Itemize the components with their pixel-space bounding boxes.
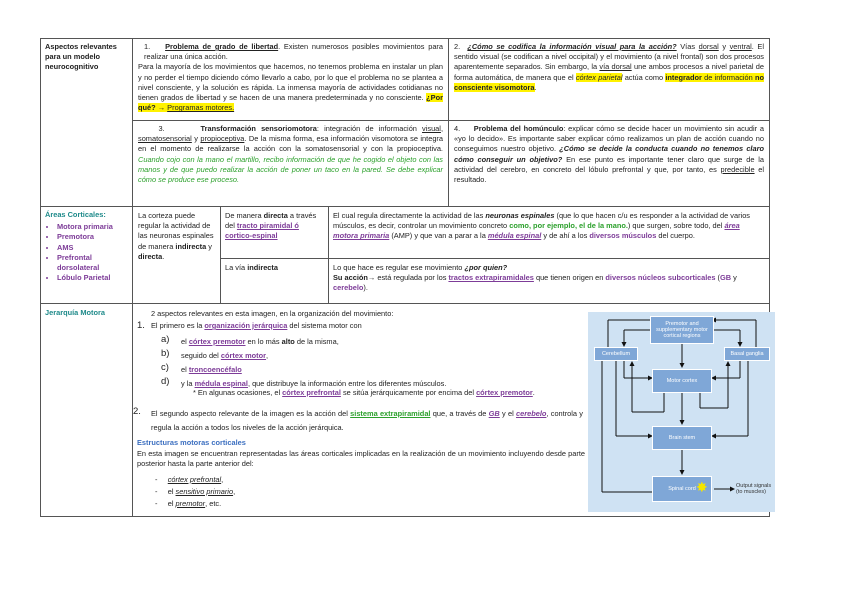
hierarchy-items bbox=[181, 335, 446, 391]
estructuras-title: Estructuras motoras corticales bbox=[137, 438, 246, 447]
problem-1-cell bbox=[132, 38, 448, 120]
via-directa-desc-cell: El cual regula directamente la actividad de las neuronas espinales (que lo que hacen c/u es responder a la actividad de varios músculos, es decir, controlar un movimiento concreto como, por ejemplo, el de la mano.) que surgen, sobre todo, del área motora primaria (AMP) y que van a parar a la médula espinal y de ahí a los diversos músculos del cuerpo. bbox=[328, 206, 770, 258]
estructuras-item: - córtex prefrontal, bbox=[155, 475, 224, 484]
tracto-piramidal: tracto piramidal ó cortico-espinal bbox=[225, 221, 299, 241]
problem-1-title-line: 1. Problema de grado de libertad. Existen numerosos posibles movimientos para realizar una única acción. bbox=[144, 42, 444, 62]
hierarchy-item: el troncoencéfalo bbox=[181, 365, 242, 374]
via-indirecta-desc-cell: Lo que hace es regular ese movimiento ¿por quien? Su acción→ está regulada por los tractos extrapiramidales que tienen origen en diversos núcleos subcorticales (GB y cerebelo). bbox=[328, 258, 770, 303]
header-aspectos-text: Aspectos relevantes para un modelo neurocognitivo bbox=[45, 42, 117, 72]
output-label: Output signals (to muscles) bbox=[736, 483, 772, 496]
hierarchy-item: el córtex premotor en lo más alto de la misma, bbox=[181, 337, 339, 346]
hierarchy-letters: a) b) c) d) bbox=[161, 334, 170, 387]
box-brain-stem: Brain stem bbox=[652, 426, 712, 450]
via-directa-label-cell: De manera directa a través del tracto piramidal ó cortico-espinal bbox=[220, 206, 328, 258]
organizacion-jerarquica: organización jerárquica bbox=[204, 321, 288, 330]
problem-3-title: Transformación sensoriomotora bbox=[200, 124, 317, 133]
areas-header: Áreas Corticales: bbox=[45, 210, 106, 219]
area-item: • Prefrontal dorsolateral bbox=[57, 253, 128, 273]
second-aspect: El segundo aspecto relevante de la imagen es la acción del sistema extrapiramidal que, a través de GB y el cerebelo, controla y regula la acción a todos los niveles de la acción jerárquica. bbox=[151, 409, 583, 432]
estructuras-body: En esta imagen se encuentran representadas las áreas corticales implicadas en la realización de un movimiento incluyendo desde parte posterior hasta la parte anterior del: bbox=[137, 449, 585, 469]
estructuras-item: - el premotor, etc. bbox=[155, 499, 222, 508]
estructuras-item: - el sensitivo primario, bbox=[155, 487, 236, 496]
row1-left-spacer bbox=[40, 120, 132, 206]
box-cerebellum: Cerebellum bbox=[594, 347, 638, 361]
jerarquia-header-cell bbox=[40, 303, 132, 517]
header-aspectos bbox=[40, 38, 132, 120]
problem-2-title: ¿Cómo se codifica la información visual para la acción? bbox=[467, 42, 677, 51]
problem-1-title: Problema de grado de libertad bbox=[165, 42, 279, 51]
hierarchy-item: seguido del córtex motor, bbox=[181, 351, 269, 360]
box-basal-ganglia: Basal ganglia bbox=[724, 347, 770, 361]
hierarchy-item: y la médula espinal, que distribuye la información entre los diferentes músculos. bbox=[181, 379, 447, 388]
box-premotor: Premotor and supplementary motor cortical regions bbox=[650, 316, 714, 344]
problem-3-cell: 3. Transformación sensoriomotora: integración de información visual, somatosensorial y propioceptiva. De la misma forma, esa información visomotora se integra en el momento de realizarse la acción con la somatosensorial y con la propioceptiva. Cuando cojo con la mano el martillo, recibo información de que he cogido el objeto con las manos y de que puedo realizar la acción de poner un taco en la pared. Se debe explicar cómo se produce ese proceso. bbox=[132, 120, 448, 206]
box-spinal-cord: Spinal cord bbox=[652, 476, 712, 502]
problem-4-title: Problema del homúnculo bbox=[473, 124, 564, 133]
estructuras-list bbox=[155, 474, 235, 510]
via-indirecta-label-cell: La vía indirecta bbox=[220, 258, 328, 303]
areas-list bbox=[45, 222, 128, 283]
jerarquia-content-cell: 2 aspectos relevantes en esta imagen, en la organización del movimiento: 1. El primero es la organización jerárquica del sistema motor con a) b) c) d) el córtex premotor en lo más alto de la misma, seguido del córtex motor, el troncoencéfalo y la médula espinal, que distribuye la información entre los diferentes músculos. * En algunas ocasiones, el córtex prefrontal se sitúa jerárquicamente por encima del córtex premotor. 2. El segundo aspecto relevante de la imagen es la acción del sistema extrapiramidal que, a través de GB y el cerebelo, controla y regula la acción a todos los niveles de la acción jerárquica. Estructuras motoras corticales En esta imagen se encuentran representadas las áreas corticales implicadas en la realización de un movimiento incluyendo desde parte posterior hasta la parte anterior del: - córtex prefrontal, - el sensitivo primario, - el premotor, etc. bbox=[132, 303, 770, 517]
corteza-regula-cell: La corteza puede regular la actividad de las neuronas espinales de manera indirecta y directa. bbox=[132, 206, 220, 303]
problem-1-body: Para la mayoría de los movimientos que hacemos, no tenemos problema en instalar un plan y no perder el tiempo diciendo cómo llevarlo a cabo, por lo que el problema no se plantea a nivel consciente, y la solución es rápida. La inmensa mayoría de actividades cotidianas no tienen grados de libertad y se hacen de una manera predeterminada y no consciente. ¿Por qué? → Programas motores. bbox=[138, 62, 443, 113]
problem-3-example: Cuando cojo con la mano el martillo, recibo información de que he cogido el objeto con las manos y de que puedo realizar la acción de poner un taco en la pared. Se debe explicar cómo se produce ese proceso. bbox=[138, 154, 443, 185]
hierarchy-note: * En algunas ocasiones, el córtex prefrontal se sitúa jerárquicamente por encima del córtex premotor. bbox=[193, 388, 535, 397]
problem-4-cell: 4. Problema del homúnculo: explicar cómo se decide hacer un movimiento sin acudir a «yo lo decido». Es importante saber explicar cómo realizamos un plan de acción cuando no conseguimos nuestro objetivo. ¿Cómo se decide la conducta cuando no tenemos claro cómo conseguir un objetivo? En ese punto es importante tener claro que surge de la actividad del cerebro, en concreto del lóbulo prefrontal y que, por tanto, es predecible el resultado. bbox=[448, 120, 770, 206]
problem-2-cell: 2. ¿Cómo se codifica la información visual para la acción? Vías dorsal y ventral. El sentido visual (se codifican a nivel occipital) y el movimiento (a nivel frontal) son dos procesos aparentemente separados. Sin embargo, la vía dorsal une ambos procesos a nivel parietal de forma automática, de manera que el córtex parietal actúa como integrador de información no consciente visomotora. bbox=[448, 38, 770, 120]
output-star-icon: ✸ bbox=[696, 479, 708, 495]
area-item: • Lóbulo Parietal bbox=[57, 273, 128, 283]
jerarquia-header: Jerarquía Motora bbox=[45, 308, 105, 317]
motor-hierarchy-diagram bbox=[588, 312, 775, 512]
box-motor-cortex: Motor cortex bbox=[652, 369, 712, 393]
area-item: • Premotora bbox=[57, 232, 128, 242]
area-item: • Motora primaria bbox=[57, 222, 128, 232]
area-item: • AMS bbox=[57, 243, 128, 253]
areas-corticales-cell bbox=[40, 206, 132, 303]
